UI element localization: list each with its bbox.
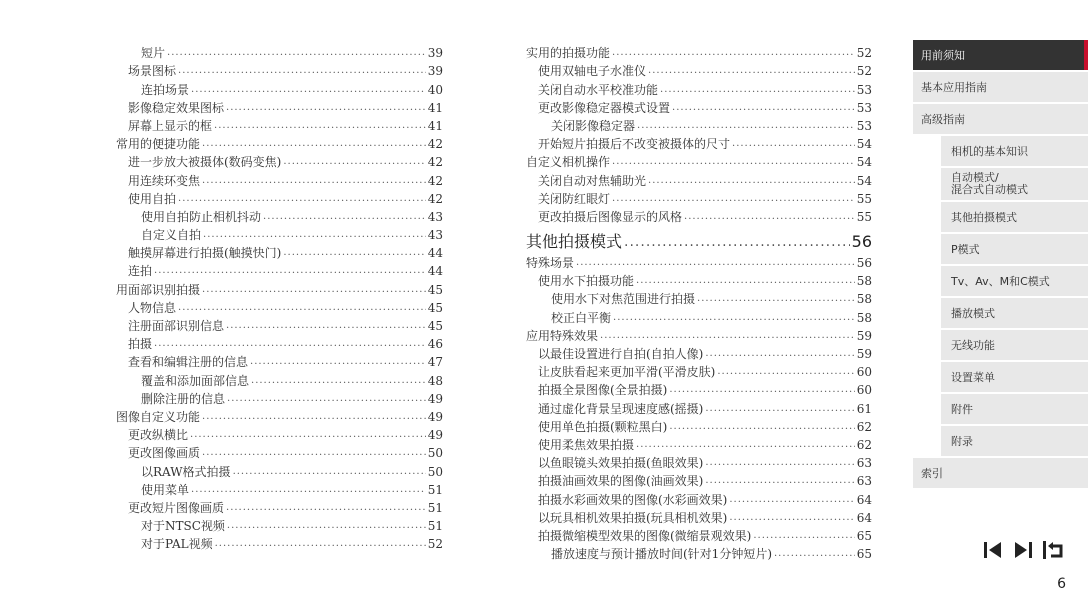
toc-entry-title: 人物信息 (128, 300, 177, 315)
toc-entry-title: 关闭影像稳定器 (551, 118, 636, 133)
toc-entry-title: 触摸屏幕进行拍摄(触摸快门) (128, 246, 282, 261)
prev-page-button[interactable] (980, 538, 1006, 562)
toc-entry[interactable] (526, 117, 872, 135)
dot-leader (612, 153, 855, 171)
toc-entry-page: 41 (427, 100, 443, 115)
toc-entry-page: 65 (856, 528, 872, 543)
toc-entry-page: 60 (856, 365, 872, 380)
dot-leader (636, 436, 855, 454)
toc-entry[interactable] (116, 135, 443, 153)
toc-entry[interactable] (526, 381, 872, 399)
toc-entry-title: 应用特殊效果 (526, 328, 599, 343)
toc-entry[interactable] (116, 535, 443, 553)
toc-entry-title: 播放速度与预计播放时间(针对1分钟短片) (551, 547, 772, 562)
toc-entry-title: 以鱼眼镜头效果拍摄(鱼眼效果) (538, 456, 704, 471)
toc-entry[interactable] (526, 509, 872, 527)
toc-entry-page: 52 (427, 537, 443, 552)
sidebar-item[interactable]: P模式 (941, 234, 1088, 264)
toc-entry-page: 41 (427, 118, 443, 133)
dot-leader (697, 290, 855, 308)
dot-leader (669, 418, 854, 436)
toc-entry-page: 42 (427, 173, 443, 188)
toc-column-left (116, 44, 443, 553)
dot-leader (154, 335, 426, 353)
toc-entry-page: 51 (427, 500, 443, 515)
sidebar-item[interactable]: 其他拍摄模式 (941, 202, 1088, 232)
toc-entry-title: 开始短片拍摄后不改变被摄体的尺寸 (538, 137, 731, 152)
toc-entry-page: 44 (427, 246, 443, 261)
page-navigation (980, 538, 1066, 562)
toc-entry-title: 关闭自动水平校准功能 (538, 82, 659, 97)
toc-entry-title: 使用水下对焦范围进行拍摄 (551, 292, 696, 307)
toc-column-middle (526, 44, 872, 563)
toc-entry[interactable] (526, 272, 872, 290)
toc-entry-page: 53 (856, 82, 872, 97)
toc-entry-page: 51 (427, 482, 443, 497)
toc-entry-title: 使用双轴电子水准仪 (538, 64, 647, 79)
dot-leader (612, 190, 855, 208)
toc-entry-title: 场景图标 (128, 64, 177, 79)
toc-entry-page: 65 (856, 547, 872, 562)
toc-entry-title: 更改纵横比 (128, 428, 189, 443)
toc-entry-title: 进一步放大被摄体(数码变焦) (128, 155, 282, 170)
sidebar-item[interactable]: 附录 (941, 426, 1088, 456)
dot-leader (672, 99, 855, 117)
dot-leader (612, 44, 855, 62)
toc-entry[interactable] (526, 545, 872, 563)
toc-entry-page: 53 (856, 100, 872, 115)
toc-entry[interactable] (526, 472, 872, 490)
dot-leader (214, 117, 426, 135)
toc-entry-page: 61 (856, 401, 872, 416)
dot-leader (729, 509, 854, 527)
toc-entry[interactable] (116, 44, 443, 62)
toc-entry-title: 拍摄全景图像(全景拍摄) (538, 383, 668, 398)
toc-entry-title: 对于PAL视频 (141, 537, 213, 552)
dot-leader (178, 299, 426, 317)
dot-leader (705, 472, 854, 490)
toc-entry-title: 屏幕上显示的框 (128, 118, 213, 133)
toc-entry[interactable] (116, 117, 443, 135)
toc-entry[interactable] (526, 418, 872, 436)
toc-entry-title: 特殊场景 (526, 256, 575, 271)
triangle-left-icon (983, 540, 1003, 560)
toc-entry-title: 使用自拍 (128, 191, 177, 206)
dot-leader (215, 535, 426, 553)
toc-entry[interactable] (116, 80, 443, 98)
sidebar-item[interactable]: 索引 (913, 458, 1088, 488)
dot-leader (705, 400, 854, 418)
toc-entry-page: 62 (856, 419, 872, 434)
next-page-button[interactable] (1010, 538, 1036, 562)
toc-entry-page: 45 (427, 300, 443, 315)
toc-entry[interactable] (116, 190, 443, 208)
sidebar-item[interactable]: 播放模式 (941, 298, 1088, 328)
toc-entry-page: 60 (856, 383, 872, 398)
toc-entry[interactable] (526, 208, 872, 226)
toc-entry-title: 以RAW格式拍摄 (141, 464, 231, 479)
toc-entry[interactable] (526, 135, 872, 153)
toc-entry-page: 50 (427, 446, 443, 461)
toc-entry-title: 自定义相机操作 (526, 155, 611, 170)
dot-leader (233, 463, 426, 481)
return-button[interactable] (1040, 538, 1066, 562)
sidebar-item[interactable]: 基本应用指南 (913, 72, 1088, 102)
toc-entry-title: 使用柔焦效果拍摄 (538, 437, 635, 452)
toc-entry-title: 连拍 (128, 264, 153, 279)
toc-entry-title: 更改拍摄后图像显示的风格 (538, 209, 683, 224)
toc-entry[interactable] (526, 327, 872, 345)
toc-entry-title: 使用单色拍摄(颗粒黑白) (538, 419, 668, 434)
toc-entry-page: 42 (427, 137, 443, 152)
dot-leader (717, 363, 854, 381)
sidebar-item[interactable]: 相机的基本知识 (941, 136, 1088, 166)
dot-leader (774, 545, 855, 563)
dot-leader (648, 62, 855, 80)
toc-entry-page: 54 (856, 155, 872, 170)
toc-entry-page: 49 (427, 409, 443, 424)
toc-entry-page: 55 (856, 209, 872, 224)
toc-entry-title: 拍摄水彩画效果的图像(水彩画效果) (538, 492, 728, 507)
toc-entry-title: 对于NTSC视频 (141, 519, 225, 534)
toc-entry-page: 63 (856, 474, 872, 489)
toc-entry[interactable] (526, 153, 872, 171)
toc-entry-page: 54 (856, 173, 872, 188)
toc-entry-title: 用连续环变焦 (128, 173, 201, 188)
toc-entry[interactable] (526, 99, 872, 117)
toc-entry[interactable] (116, 62, 443, 80)
toc-entry-page: 62 (856, 437, 872, 452)
toc-entry[interactable] (116, 371, 443, 389)
dot-leader (226, 99, 426, 117)
toc-entry[interactable] (116, 99, 443, 117)
dot-leader (191, 481, 426, 499)
page-number: 6 (1057, 576, 1066, 592)
toc-entry-title: 实用的拍摄功能 (526, 46, 611, 61)
toc-entry[interactable] (116, 481, 443, 499)
toc-entry[interactable] (116, 353, 443, 371)
toc-entry-page: 52 (856, 64, 872, 79)
toc-entry-page: 56 (851, 231, 872, 251)
sidebar-nav (913, 40, 1088, 490)
toc-entry-page: 40 (427, 82, 443, 97)
dot-leader (227, 390, 426, 408)
dot-leader (250, 353, 426, 371)
toc-entry-title: 使用水下拍摄功能 (538, 274, 635, 289)
toc-entry-title: 以最佳设置进行自拍(自拍人像) (538, 347, 704, 361)
dot-leader (283, 244, 425, 262)
toc-entry-page: 53 (856, 118, 872, 133)
dot-leader (576, 254, 855, 272)
toc-entry[interactable] (526, 527, 872, 545)
toc-entry[interactable] (116, 426, 443, 444)
dot-leader (684, 208, 855, 226)
toc-entry-title: 校正白平衡 (551, 310, 612, 325)
return-arrow-icon (1042, 540, 1064, 560)
toc-entry-title: 通过虚化背景呈现速度感(摇摄) (538, 401, 704, 416)
toc-entry-title: 影像稳定效果图标 (128, 100, 225, 115)
toc-entry-page: 43 (427, 209, 443, 224)
dot-leader (637, 117, 855, 135)
dot-leader (226, 317, 426, 335)
toc-entry-page: 59 (856, 328, 872, 343)
dot-leader (753, 527, 854, 545)
toc-entry-page: 58 (856, 310, 872, 325)
toc-entry[interactable] (526, 190, 872, 208)
toc-chapter-entry[interactable] (526, 226, 872, 254)
toc-entry-page: 54 (856, 137, 872, 152)
dot-leader (227, 517, 426, 535)
toc-entry-page: 39 (427, 64, 443, 79)
toc-entry[interactable] (526, 254, 872, 272)
toc-entry[interactable] (116, 444, 443, 462)
dot-leader (202, 135, 426, 153)
toc-entry[interactable] (116, 335, 443, 353)
dot-leader (178, 190, 426, 208)
toc-entry-page: 39 (427, 46, 443, 61)
toc-entry[interactable] (116, 317, 443, 335)
triangle-right-icon (1013, 540, 1033, 560)
toc-entry-page: 51 (427, 519, 443, 534)
toc-entry[interactable] (526, 490, 872, 508)
toc-entry[interactable] (526, 171, 872, 189)
toc-entry[interactable] (526, 436, 872, 454)
toc-entry[interactable] (526, 363, 872, 381)
sidebar-item[interactable]: 用前须知 (913, 40, 1088, 70)
toc-entry[interactable] (116, 408, 443, 426)
toc-entry[interactable] (526, 290, 872, 308)
toc-entry-title: 更改短片图像画质 (128, 500, 225, 515)
dot-leader (226, 499, 426, 517)
toc-entry-page: 45 (427, 319, 443, 333)
toc-entry-title: 关闭自动对焦辅助光 (538, 173, 647, 188)
toc-entry-title: 用面部识别拍摄 (116, 282, 201, 297)
toc-entry-title: 短片 (141, 46, 166, 61)
dot-leader (660, 81, 855, 99)
toc-entry-title: 删除注册的信息 (141, 391, 226, 406)
sidebar-item[interactable]: 高级指南 (913, 104, 1088, 134)
dot-leader (624, 230, 850, 254)
dot-leader (732, 135, 855, 153)
toc-entry-page: 45 (427, 282, 443, 297)
toc-entry-page: 64 (856, 492, 872, 507)
toc-entry-title: 连拍场景 (141, 82, 190, 97)
toc-entry-page: 44 (427, 264, 443, 279)
dot-leader (203, 226, 426, 244)
toc-entry-title: 让皮肤看起来更加平滑(平滑皮肤) (538, 365, 716, 380)
dot-leader (251, 372, 426, 390)
toc-entry-page: 42 (427, 155, 443, 170)
dot-leader (669, 381, 854, 399)
toc-entry-page: 52 (856, 46, 872, 61)
toc-entry-page: 43 (427, 228, 443, 243)
toc-entry-page: 64 (856, 510, 872, 525)
toc-entry-title: 注册面部识别信息 (128, 319, 225, 333)
toc-entry-page: 50 (427, 464, 443, 479)
sidebar-item[interactable]: Tv、Av、M和C模式 (941, 266, 1088, 296)
dot-leader (191, 81, 426, 99)
toc-entry-title: 以玩具相机效果拍摄(玩具相机效果) (538, 510, 728, 525)
dot-leader (178, 62, 426, 80)
toc-entry-title: 使用自拍防止相机抖动 (141, 209, 262, 224)
dot-leader (705, 345, 854, 363)
dot-leader (283, 153, 425, 171)
toc-entry-page: 58 (856, 274, 872, 289)
toc-entry[interactable] (116, 171, 443, 189)
dot-leader (202, 281, 426, 299)
toc-entry[interactable] (526, 80, 872, 98)
toc-entry-page: 47 (427, 355, 443, 370)
toc-entry-title: 查看和编辑注册的信息 (128, 355, 249, 370)
toc-entry-page: 46 (427, 337, 443, 352)
dot-leader (705, 454, 854, 472)
dot-leader (154, 262, 426, 280)
toc-entry-page: 56 (856, 256, 872, 271)
toc-entry-title: 更改影像稳定器模式设置 (538, 100, 671, 115)
toc-entry[interactable] (526, 44, 872, 62)
toc-entry-title: 拍摄微缩模型效果的图像(微缩景观效果) (538, 528, 752, 543)
toc-entry[interactable] (116, 499, 443, 517)
toc-entry-page: 49 (427, 391, 443, 406)
toc-entry[interactable] (526, 454, 872, 472)
toc-entry[interactable] (526, 308, 872, 326)
toc-entry[interactable] (526, 345, 872, 363)
dot-leader (202, 408, 426, 426)
toc-entry[interactable] (116, 390, 443, 408)
toc-entry-page: 55 (856, 191, 872, 206)
dot-leader (636, 272, 855, 290)
toc-entry[interactable] (116, 517, 443, 535)
toc-entry[interactable] (116, 262, 443, 280)
sidebar-item[interactable]: 设置菜单 (941, 362, 1088, 392)
dot-leader (263, 208, 426, 226)
toc-entry[interactable] (116, 226, 443, 244)
toc-entry-title: 使用菜单 (141, 482, 190, 497)
dot-leader (600, 327, 855, 345)
toc-entry[interactable] (116, 299, 443, 317)
dot-leader (167, 44, 426, 62)
toc-entry-page: 48 (427, 373, 443, 388)
dot-leader (613, 309, 855, 327)
toc-entry[interactable] (526, 399, 872, 417)
sidebar-item[interactable]: 自动模式/ 混合式自动模式 (941, 168, 1088, 200)
toc-entry-title: 自定义自拍 (141, 228, 202, 243)
toc-entry-title: 拍摄油画效果的图像(油画效果) (538, 474, 704, 489)
toc-entry-title: 图像自定义功能 (116, 409, 201, 424)
toc-entry[interactable] (116, 244, 443, 262)
toc-entry-page: 42 (427, 191, 443, 206)
toc-entry-title: 常用的便捷功能 (116, 137, 201, 152)
toc-entry[interactable] (116, 208, 443, 226)
toc-entry-page: 59 (856, 347, 872, 361)
toc-entry-title: 其他拍摄模式 (526, 231, 623, 251)
toc-entry-page: 63 (856, 456, 872, 471)
toc-entry[interactable] (116, 153, 443, 171)
toc-entry-title: 拍摄 (128, 337, 153, 352)
toc-entry-page: 49 (427, 428, 443, 443)
toc-entry-title: 覆盖和添加面部信息 (141, 373, 250, 388)
dot-leader (202, 444, 426, 462)
toc-entry-title: 关闭防红眼灯 (538, 191, 611, 206)
sidebar-item[interactable]: 附件 (941, 394, 1088, 424)
toc-entry-page: 58 (856, 292, 872, 307)
dot-leader (729, 491, 854, 509)
dot-leader (202, 172, 426, 190)
toc-entry[interactable] (526, 62, 872, 80)
dot-leader (648, 172, 855, 190)
dot-leader (190, 426, 426, 444)
toc-entry-title: 更改图像画质 (128, 446, 201, 461)
sidebar-item[interactable]: 无线功能 (941, 330, 1088, 360)
toc-entry[interactable] (116, 462, 443, 480)
toc-entry[interactable] (116, 280, 443, 298)
